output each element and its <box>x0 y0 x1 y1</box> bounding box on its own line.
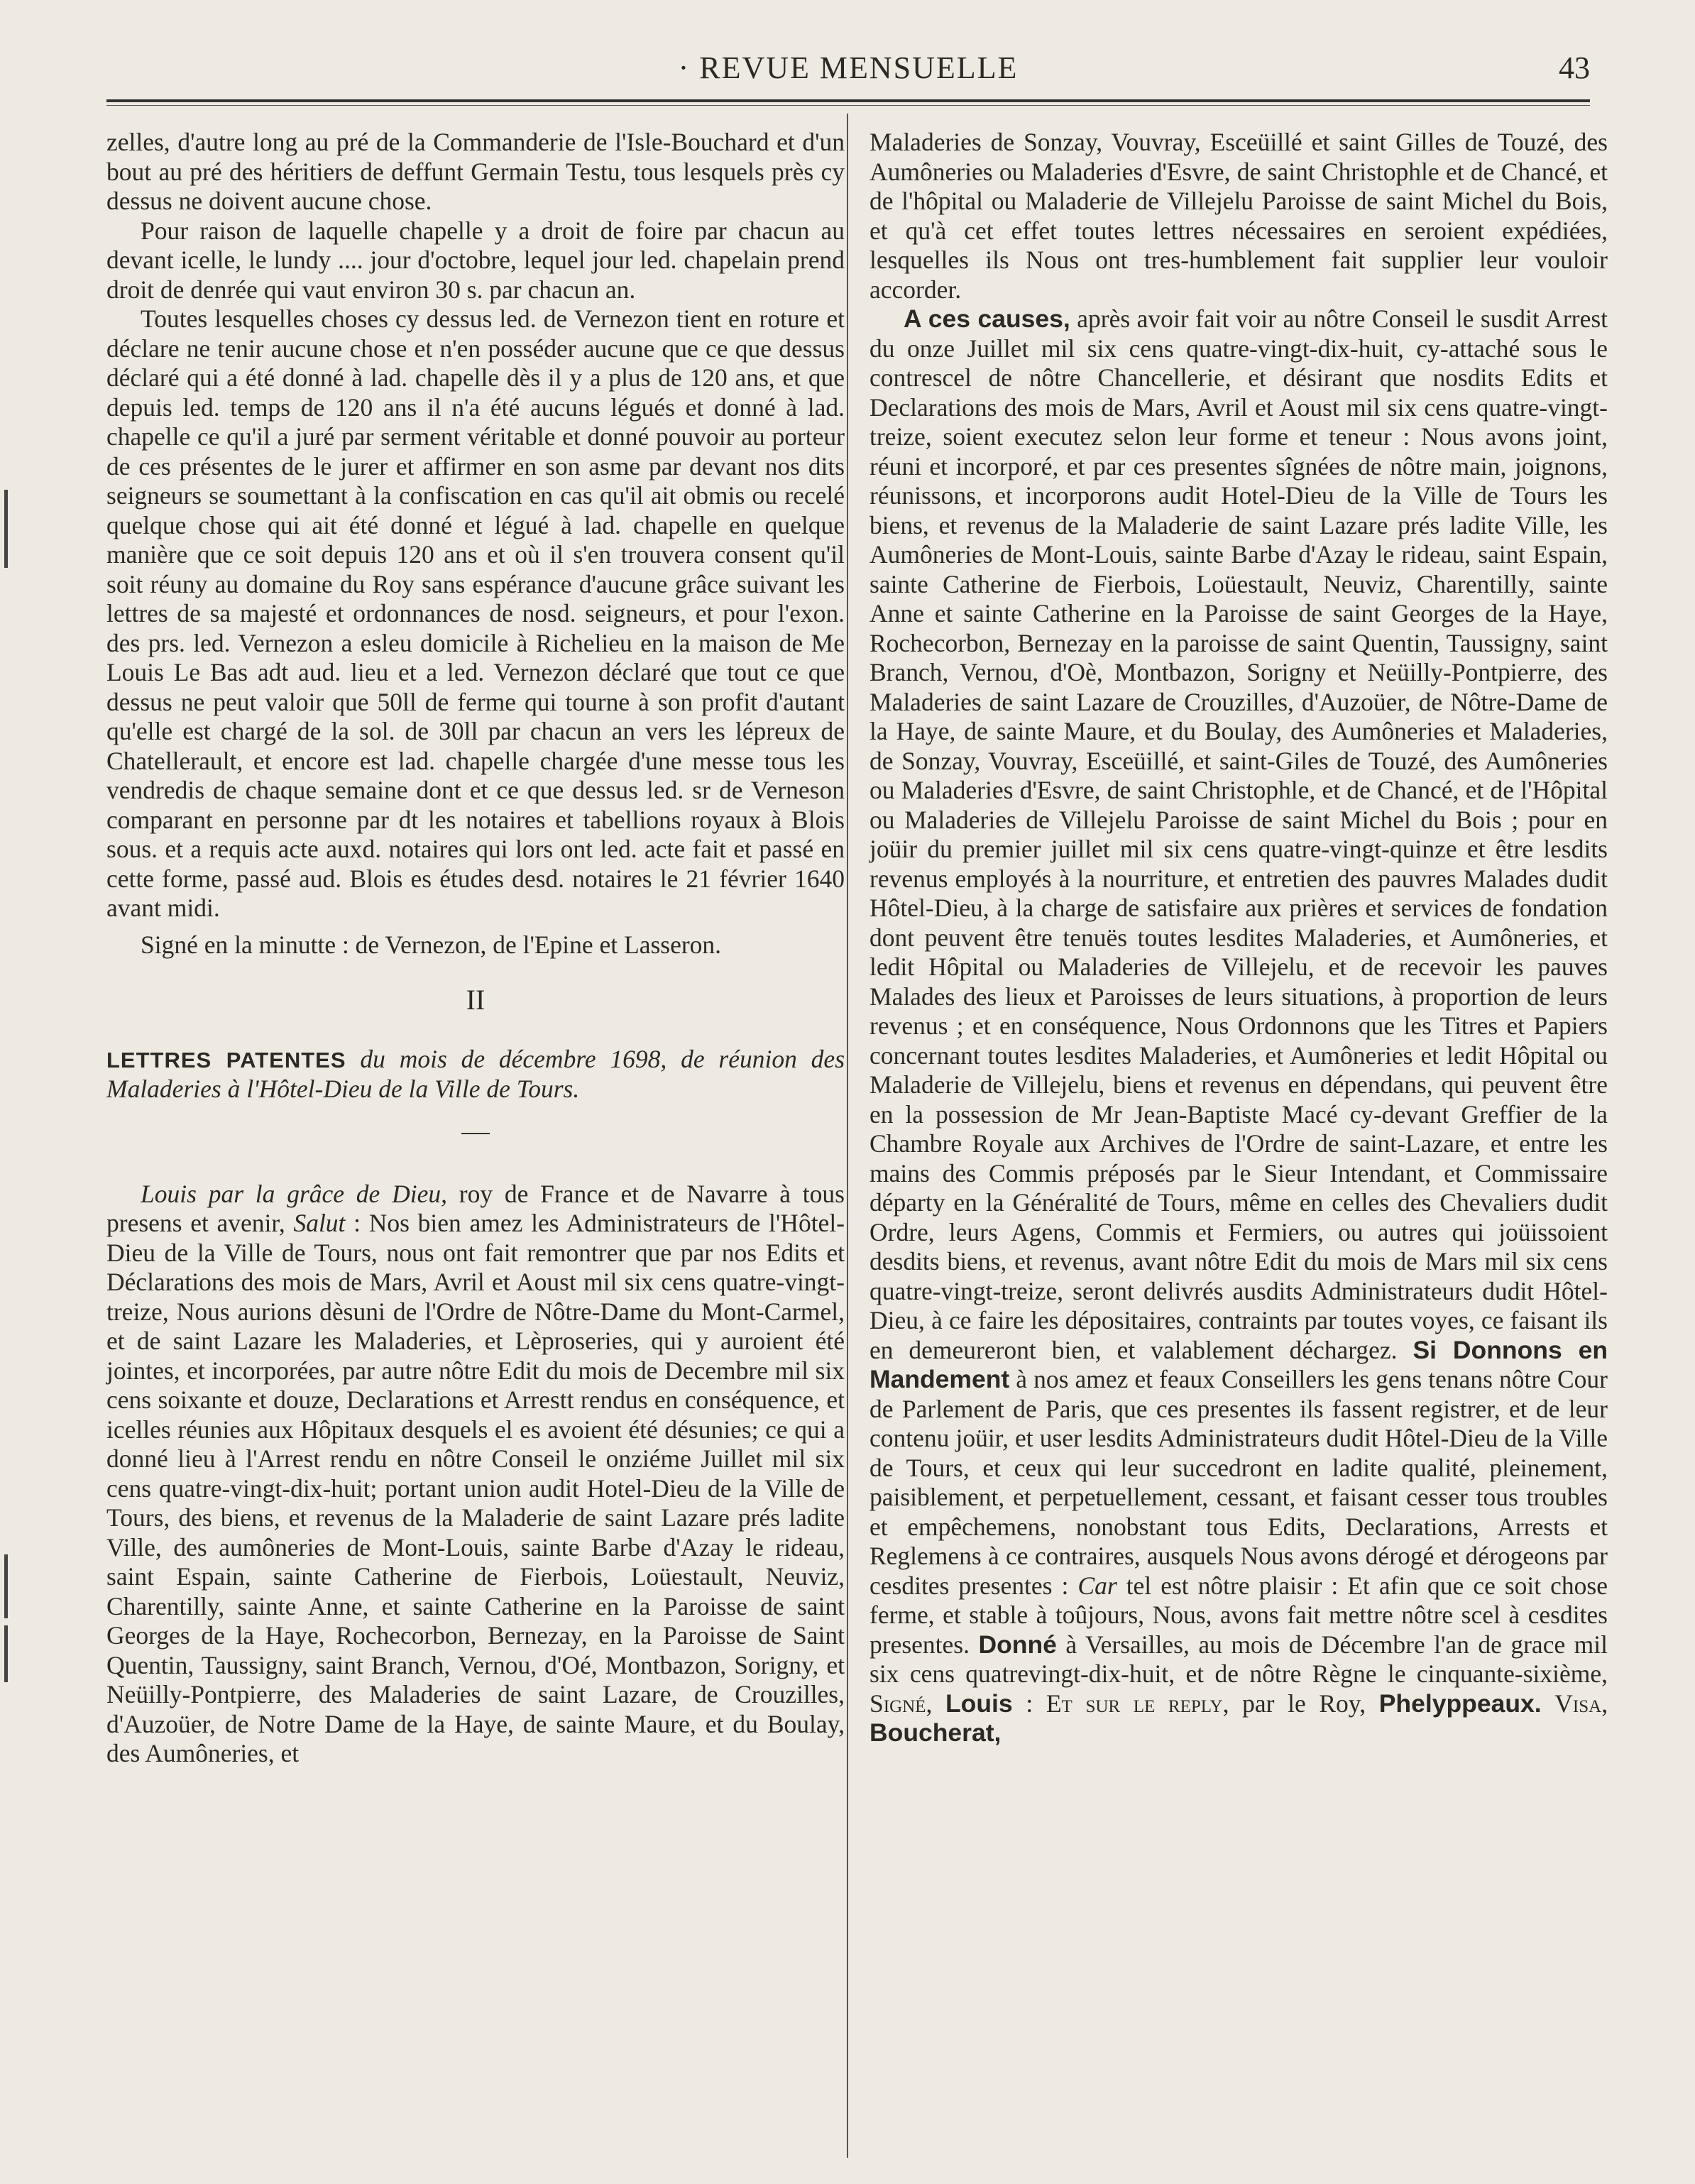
section-number: II <box>466 984 486 1016</box>
signature-line: Signé en la minutte : de Vernezon, de l'Epine et Lasseron. <box>141 930 722 959</box>
heading-caps: LETTRES PATENTES <box>106 1047 346 1072</box>
opening-italic: Louis par la grâce de Dieu, <box>141 1179 447 1208</box>
boucherat: Boucherat, <box>870 1718 1002 1747</box>
header-rule <box>106 99 1590 106</box>
paragraph: Maladeries de Sonzay, Vouvray, Esceüillé et saint Gilles de Touzé, des Aumôneries ou Maladeries d'Esvre, de saint Christophle et de Chancé, et de l'hôpital ou Maladerie de Villejelu Paroisse de saint Michel du Bois, et qu'à cet effet toutes lettres nécessaires en seroient expédiées, lesquelles ils Nous ont tres-humblement fait supplier leur vouloir accorder. <box>870 128 1608 304</box>
edge-mark <box>4 1554 8 1618</box>
louis: Louis <box>945 1689 1013 1718</box>
salut-italic: Salut <box>293 1209 346 1237</box>
text-run: par le Roy, <box>1242 1689 1366 1718</box>
text-run: à Versailles, au mois de Décembre l'an de grace mil six cens quatrevingt-dix-huit, et de nôtre Règne le cinquante-sixième, <box>870 1630 1608 1688</box>
donne: Donné <box>978 1630 1057 1659</box>
paragraph: zelles, d'autre long au pré de la Commanderie de l'Isle-Bouchard et d'un bout au pré des héritiers de deffunt Germain Testu, tous lesquels près cy dessus ne doivent aucune chose. <box>106 128 845 215</box>
short-rule <box>461 1133 490 1134</box>
edge-mark <box>4 490 8 568</box>
paragraph: Toutes lesquelles choses cy dessus led. de Vernezon tient en roture et déclare ne tenir aucune chose et n'en posséder aucune que ce que dessus déclaré qui a été donné à lad. chapelle dès il y a plus de 120 ans, et que depuis led. temps de 120 ans il n'a été aucuns légués et donné à lad. chapelle ce qu'il a juré par serment véritable et donné pouvoir au porteur de ces présentes de le jurer et affirmer en son asme par devant nos dits seigneurs se soumettant à la confiscation en cas qu'il ait obmis ou recelé quelque chose qui ait été donné et légué à lad. chapelle en quelque manière que ce soit depuis 120 ans et où il s'en trouvera consent qu'il soit réuny au domaine du Roy sans espérance d'aucune grâce suivant les lettres de sa majesté et ordonnances de nosd. seigneurs, et pour l'exon. des prs. led. Vernezon a esleu domicile à Richelieu en la maison de Me Louis Le Bas adt aud. lieu et a led. Vernezon déclaré que tout ce que dessus ne peut valoir que 50ll de ferme qui tourne à son profit d'autant qu'elle est chargé de la sol. de 30ll par chacun an vers les lépreux de Chatellerault, et encore est lad. chapelle chargée d'une messe tous les vendredis de chaque semaine dont et ce que dessus led. sr de Verneson comparant en personne par dt les notaires et tabellions royaux à Blois sous. et a requis acte auxd. notaires qui lors ont led. acte fait et passé en cette forme, passé aud. Blois es études desd. notaires le 21 février 1640 avant midi. <box>106 304 845 922</box>
signe: Signé, <box>870 1689 933 1718</box>
column-divider <box>847 114 848 2158</box>
phelyppeaux: Phelyppeaux. <box>1378 1689 1542 1718</box>
edge-mark <box>4 1625 8 1682</box>
visa: Visa, <box>1554 1689 1608 1718</box>
right-column <box>870 128 1608 1748</box>
text-run: à nos amez et feaux Conseillers les gens tenans nôtre Cour de Parlement de Paris, que ces presentes ils fassent registrer, et de leur contenu joüir, et user lesdits Administrateurs dudit Hôtel-Dieu de la Ville de Tours, et ceux qui leur succedront en ladite qualité, pleinement, paisiblement, et perpetuellement, cessant, et faisant cesser tous troubles et empêchemens, nonobstant tous Edits, Declarations, Arrests et Reglemens à ce contraires, ausquels Nous avons dérogé et dérogeons par cesdites presentes : <box>870 1365 1608 1600</box>
car-italic: Car <box>1077 1571 1117 1600</box>
text-run: roy de France et de Navarre à tous presens et avenir, <box>106 1179 845 1237</box>
si-donnons: Si Donnons en Mandement <box>870 1335 1608 1393</box>
text-run: : <box>1026 1689 1033 1718</box>
heading-italic: du mois de décembre 1698, de réunion des Maladeries à l'Hôtel-Dieu de la Ville de Tours. <box>106 1044 845 1103</box>
paragraph <box>870 304 1608 1748</box>
text-run: : Nos bien amez les Administrateurs de l'Hôtel-Dieu de la Ville de Tours, nous ont fait remontrer que par nos Edits et Déclarations des mois de Mars, Avril et Aoust mil six cens quatre-vingt-treize, Nous aurions dèsuni de l'Ordre de Nôtre-Dame du Mont-Carmel, et de saint Lazare les Maladeries, et Lèproseries, qui y auroient été jointes, et incorporées, par autre nôtre Edit du mois de Decembre mil six cens soixante et douze, Declarations et Arrestt rendus en conséquence, et icelles réunies aux Hôpitaux desquels el es avoient été désunies; ce qui a donné lieu à l'Arrest rendu en nôtre Conseil le onziéme Juillet mil six cens quatre-vingt-dix-huit; portant union audit Hotel-Dieu de la Ville de Tours, des biens, et revenus de la Maladerie de saint Lazare prés ladite Ville, des aumôneries de Mont-Louis, sainte Barbe d'Azay le rideau, saint Espain, sainte Catherine de Fierbois, Loüestault, Neuviz, Charentilly, sainte Anne, et sainte Catherine en la Paroisse de saint Georges de la Haye, Rochecorbon, Bernezay, en la Paroisse de Saint Quentin, Taussigny, saint Branch, Vernou, d'Oé, Montbazon, Sorigny, et Neüilly-Pontpierre, des Maladeries de saint Lazare, de Crouzilles, d'Auzoüer, de Notre Dame de la Haye, de sainte Maure, et du Boulay, des Aumôneries, et <box>106 1209 845 1767</box>
et-sur-le-reply: Et sur le reply, <box>1046 1689 1229 1718</box>
running-title: · REVUE MENSUELLE <box>678 50 1019 85</box>
paragraph <box>106 1180 845 1769</box>
section-heading <box>106 1045 845 1104</box>
text-run: tel est nôtre plaisir : Et afin que ce soit chose ferme, et stable à toûjours, Nous, avons fait mettre nôtre scel à cesdites presentes. <box>870 1571 1608 1659</box>
page-number: 43 <box>1559 50 1590 85</box>
text-run: après avoir fait voir au nôtre Conseil le susdit Arrest du onze Juillet mil six cens quatre-vingt-dix-huit, cy-attaché sous le contrescel de nôtre Chancellerie, et désirant que nosdits Edits et Declarations des mois de Mars, Avril et Aoust mil six cens quatre-vingt-treize, soient executez selon leur forme et teneur : Nous avons joint, réuni et incorporé, et par ces presentes sîgnées de nôtre main, joignons, réunissons, et incorporons audit Hotel-Dieu de la Ville de Tours les biens, et revenus de la Maladerie de saint Lazare prés ladite Ville, les Aumôneries de Mont-Louis, sainte Barbe d'Azay le rideau, saint Espain, sainte Catherine de Fierbois, Loüestault, Neuviz, Charentilly, sainte Anne et sainte Catherine en la Paroisse de saint Georges de la Haye, Rochecorbon, Bernezay en la paroisse de saint Quentin, Taussigny, saint Branch, Vernou, d'Oè, Montbazon, Sorigny et Neüilly-Pontpierre, des Maladeries de saint Lazare de Crouzilles, d'Auzoüer, de Nôtre-Dame de la Haye, de sainte Maure, et du Boulay, des Aumôneries et Maladeries, de Sonzay, Vouvray, Esceüillé, et saint-Giles de Touzé, des Aumôneries ou Maladeries d'Esvre, de saint Christophle, et de Chancé, et de l'Hôpital ou Maladeries de Villejelu Paroisse de saint Michel du Bois ; pour en joüir du premier juillet mil six cens quatre-vingt-quinze et être lesdits revenus employés à la nourriture, et entretien des pauvres Malades dudit Hôtel-Dieu, à la charge de satisfaire aux prières et services de fondation dont peuvent être tenuës toutes lesdites Maladeries, et Aumôneries, et ledit Hôpital ou Maladeries de Villejelu, et de recevoir les pauves Malades des lieux et Paroisses de leurs situations, à proportion de leurs revenus ; et en conséquence, Nous Ordonnons que les Titres et Papiers concernant toutes lesdites Maladeries, et Aumôneries et ledit Hôpital ou Maladerie de Villejelu, biens et revenus en dépendans, qui peuvent être en la possession de Mr Jean-Baptiste Macé cy-devant Greffier de la Chambre Royale aux Archives de l'Ordre de saint-Lazare, et entre les mains des Commis préposés par le Sieur Intendant, et Commissaire départy en la Généralité de Tours, même en celles des Chevaliers dudit Ordre, leurs Agens, Commis et Fermiers, ou autres qui joüissoient desdits biens, et revenus, avant nôtre Edit du mois de Mars mil six cens quatre-vingt-treize, seront delivrés ausdits Administrateurs dudit Hôtel-Dieu, à ce faire les dépositaires, contraints par toutes voyes, ce faisant ils en demeureront bien, et valablement déchargez. <box>870 304 1608 1364</box>
paragraph: Pour raison de laquelle chapelle y a droit de foire par chacun au devant icelle, le lundy .... jour d'octobre, lequel jour led. chapelain prend droit de denrée qui vaut environ 30 s. par chacun an. <box>106 216 845 304</box>
running-head <box>106 50 1590 92</box>
a-ces-causes: A ces causes, <box>904 304 1070 333</box>
left-column <box>106 128 845 1769</box>
